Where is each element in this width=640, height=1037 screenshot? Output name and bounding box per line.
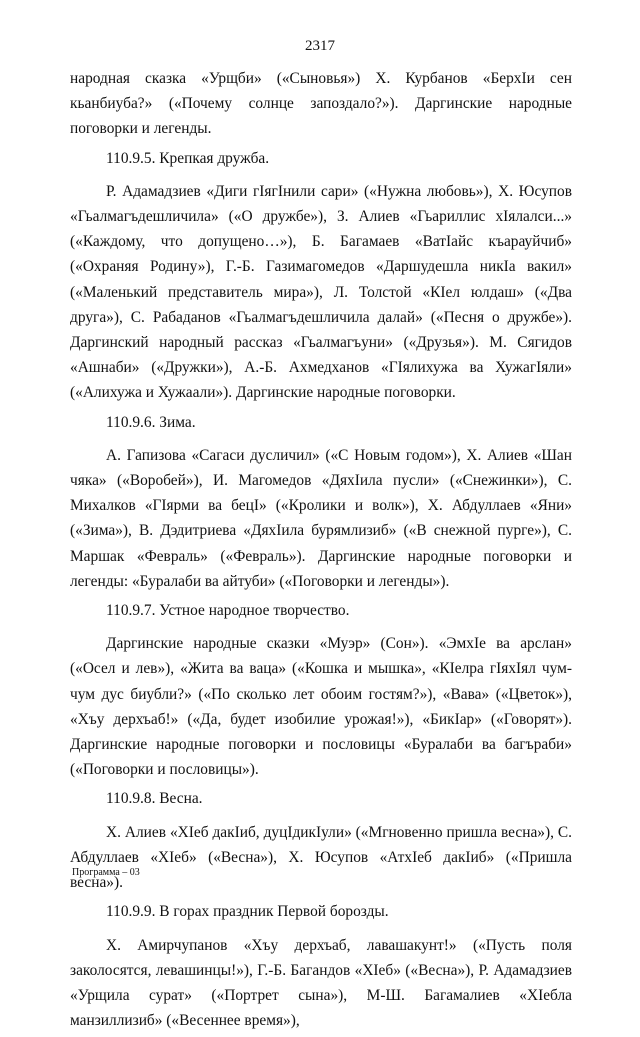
page-number: 2317 (305, 38, 335, 54)
paragraph: А. Гапизова «Сагаси дусличил» («С Новым годом»), Х. Алиев «Шан чяка» («Воробей»), И. Магомедов «ДяхIила пусли» («Снежинки»), С. Михалков «ГIярми ва бецI» («Кролики и волк»), Х. Абдуллаев «Яни» («Зима»), В. Дэдитриева «ДяхIила бурямлизиб» («В снежной пурге»), С. Маршак «Февраль» («Февраль»). Даргинские народные поговорки и легенды: «Буралаби ва айтуби» («Поговорки и легенды»). (70, 446, 572, 590)
section-heading: 110.9.5. Крепкая дружба. (106, 149, 270, 167)
paragraph: Даргинские народные сказки «Муэр» (Сон»). «ЭмхIе ва арслан» («Осел и лев»), «Жита ва ваца» («Кошка и мышка», «КIелра гIяхIял чум-чум дус биубли?» («По сколько лет обоим гостям?»), «Вава» («Цветок»), «Хъу дерхъаб!» («Да, будет изобилие урожая!»), «БикIар» («Говорят»). Даргинские народные поговорки и пословицы «Буралаби ва багъраби» («Поговорки и пословицы»). (70, 635, 572, 779)
section-heading: 110.9.6. Зима. (106, 413, 196, 431)
section-heading: 110.9.8. Весна. (106, 790, 203, 808)
section-heading: 110.9.9. В горах праздник Первой борозды. (106, 903, 389, 921)
paragraph: Х. Амирчупанов «Хъу дерхъаб, лавашакунт!» («Пусть поля заколосятся, левашинцы!»), Г.-Б. Багандов «ХIеб» («Весна»), Р. Адамадзиев «Урщила сурат» («Портрет сына»), М-Ш. Багамалиев «ХIебла манзиллизиб» («Весеннее время»), (70, 936, 572, 1030)
paragraph: Р. Адамадзиев «Диги гIягIнили сари» («Нужна любовь»), Х. Юсупов «Гьалмагъдешличила» («О дружбе»), З. Алиев «Гьариллис хIялалси...» («Каждому, что допущено…»), Б. Багамаев «ВатIайс къарауйчиб» («Охраняя Родину»), Г.-Б. Газимагомедов «Даршудешла никIа вакил» («Маленький представитель мира»), Л. Толстой «КIел юлдаш» («Два друга»), С. Рабаданов «Гьалмагъдешличила далай» («Песня о дружбе»). Даргинский народный рассказ «Гьалмагъуни» («Друзья»). М. Сягидов «Ашнаби» («Дружки»), А.-Б. Ахмедханов «ГIялихужа ва ХужагIяли» («Алихужа и Хужаали»). Даргинские народные поговорки. (70, 182, 572, 402)
paragraph: Х. Алиев «ХIеб дакIиб, дуцIдикIули» («Мгновенно пришла весна»), С. Абдуллаев «ХIеб» («Весна»), Х. Юсупов «АтхIеб дакIиб» («Пришла весна»). (70, 823, 572, 892)
document-body (70, 66, 572, 1037)
section-heading: 110.9.7. Устное народное творчество. (106, 602, 350, 620)
paragraph-continuation: народная сказка «Урщби» («Сыновья») Х. Курбанов «БерхIи сен кьанбиуба?» («Почему солнце запоздало?»). Даргинские народные поговорки и легенды. (70, 70, 572, 138)
page-footer: Программа – 03 (72, 867, 140, 878)
